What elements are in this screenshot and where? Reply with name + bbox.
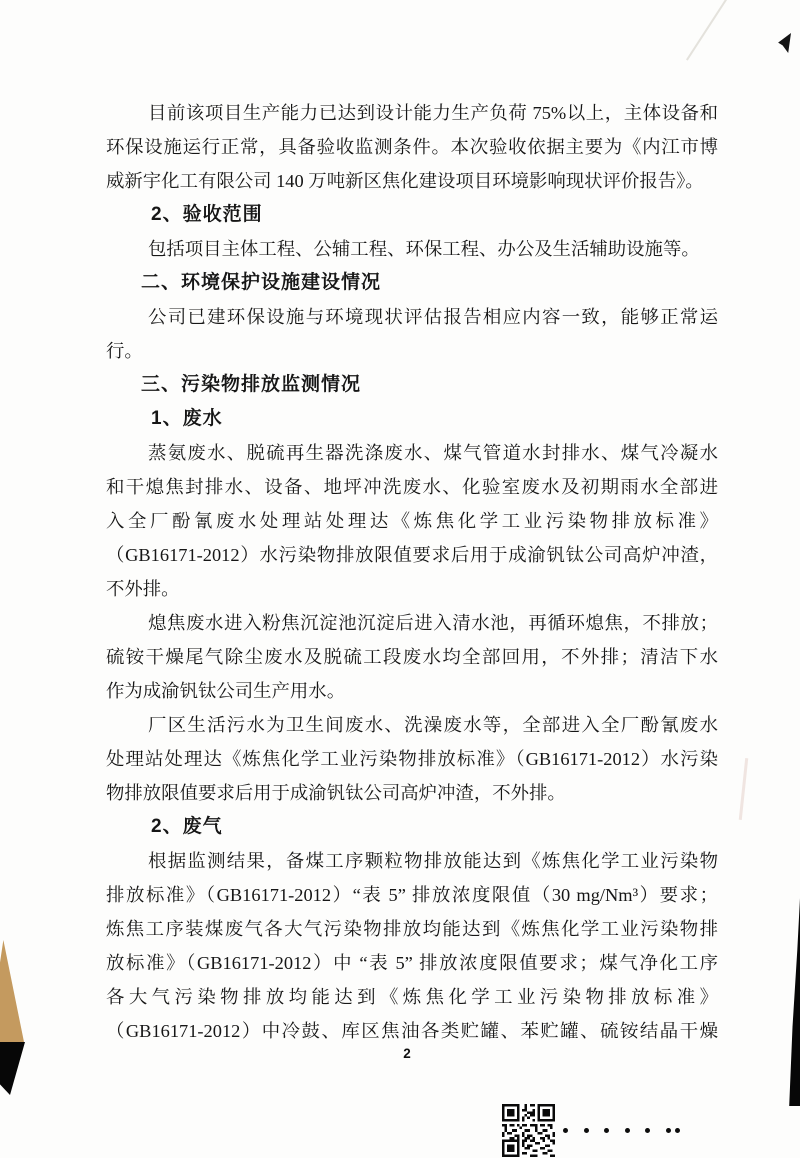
document-body bbox=[106, 96, 718, 1048]
heading-wastewater: 1、废水 bbox=[151, 408, 223, 429]
heading-acceptance-scope: 2、验收范围 bbox=[151, 204, 263, 225]
dot-icon bbox=[666, 1128, 671, 1133]
scan-edge-artifact-left-black bbox=[0, 1042, 25, 1095]
ink-speck-icon bbox=[777, 33, 791, 53]
body-line: 不外排。 bbox=[106, 579, 180, 599]
dot-icon bbox=[584, 1128, 589, 1133]
qr-code-icon bbox=[502, 1104, 555, 1157]
body-line: 威新宇化工有限公司 140 万吨新区焦化建设项目环境影响现状评价报告》。 bbox=[106, 171, 704, 191]
body-line: 物排放限值要求后用于成渝钒钛公司高炉冲渣，不外排。 bbox=[106, 783, 566, 803]
scan-streak bbox=[739, 758, 748, 820]
dot-marks bbox=[563, 1128, 683, 1134]
body-line: 包括项目主体工程、公辅工程、环保工程、办公及生活辅助设施等。 bbox=[148, 239, 700, 259]
body-line: 熄焦废水进入粉焦沉淀池沉淀后进入清水池，再循环熄焦，不排放； bbox=[148, 613, 718, 633]
body-line: （GB16171-2012）水污染物排放限值要求后用于成渝钒钛公司高炉冲渣， bbox=[106, 545, 718, 565]
body-line: 放标准》（GB16171-2012）中 “表 5” 排放浓度限值要求；煤气净化工序 bbox=[106, 953, 718, 973]
body-line: 环保设施运行正常，具备验收监测条件。本次验收依据主要为《内江市博 bbox=[106, 137, 718, 157]
scan-edge-artifact-right bbox=[785, 898, 800, 1106]
body-line: 和干熄焦封排水、设备、地坪冲洗废水、化验室废水及初期雨水全部进 bbox=[106, 477, 718, 497]
dot-icon bbox=[645, 1128, 650, 1133]
dot-icon bbox=[604, 1128, 609, 1133]
dot-icon bbox=[625, 1128, 630, 1133]
body-line: （GB16171-2012）中冷鼓、库区焦油各类贮罐、苯贮罐、硫铵结晶干燥 bbox=[106, 1021, 718, 1041]
body-line: 根据监测结果，备煤工序颗粒物排放能达到《炼焦化学工业污染物 bbox=[148, 851, 718, 871]
scan-edge-artifact-left-tan bbox=[0, 940, 24, 1042]
dot-icon bbox=[675, 1128, 680, 1133]
body-line: 炼焦工序装煤废气各大气污染物排放均能达到《炼焦化学工业污染物排 bbox=[106, 919, 718, 939]
body-line: 目前该项目生产能力已达到设计能力生产负荷 75%以上，主体设备和 bbox=[148, 103, 718, 123]
heading-env-protection-facilities: 二、环境保护设施建设情况 bbox=[141, 272, 382, 293]
scan-streak bbox=[686, 0, 728, 61]
heading-pollutant-monitoring: 三、污染物排放监测情况 bbox=[141, 374, 362, 395]
body-line: 行。 bbox=[106, 341, 143, 361]
heading-waste-gas: 2、废气 bbox=[151, 816, 223, 837]
page-number: 2 bbox=[403, 1046, 411, 1061]
body-line: 作为成渝钒钛公司生产用水。 bbox=[106, 681, 346, 701]
body-line: 入全厂酚氰废水处理站处理达《炼焦化学工业污染物排放标准》 bbox=[106, 511, 718, 531]
body-line: 排放标准》（GB16171-2012）“表 5” 排放浓度限值（30 mg/Nm³）要求； bbox=[106, 885, 718, 905]
dot-icon bbox=[563, 1128, 568, 1133]
body-line: 各大气污染物排放均能达到《炼焦化学工业污染物排放标准》 bbox=[106, 987, 718, 1007]
body-line: 公司已建环保设施与环境现状评估报告相应内容一致，能够正常运 bbox=[148, 307, 718, 327]
body-line: 处理站处理达《炼焦化学工业污染物排放标准》（GB16171-2012）水污染 bbox=[106, 749, 718, 769]
body-line: 厂区生活污水为卫生间废水、洗澡废水等，全部进入全厂酚氰废水 bbox=[148, 715, 718, 735]
body-line: 蒸氨废水、脱硫再生器洗涤废水、煤气管道水封排水、煤气冷凝水 bbox=[148, 443, 718, 463]
body-line: 硫铵干燥尾气除尘废水及脱硫工段废水均全部回用，不外排；清洁下水 bbox=[106, 647, 718, 667]
